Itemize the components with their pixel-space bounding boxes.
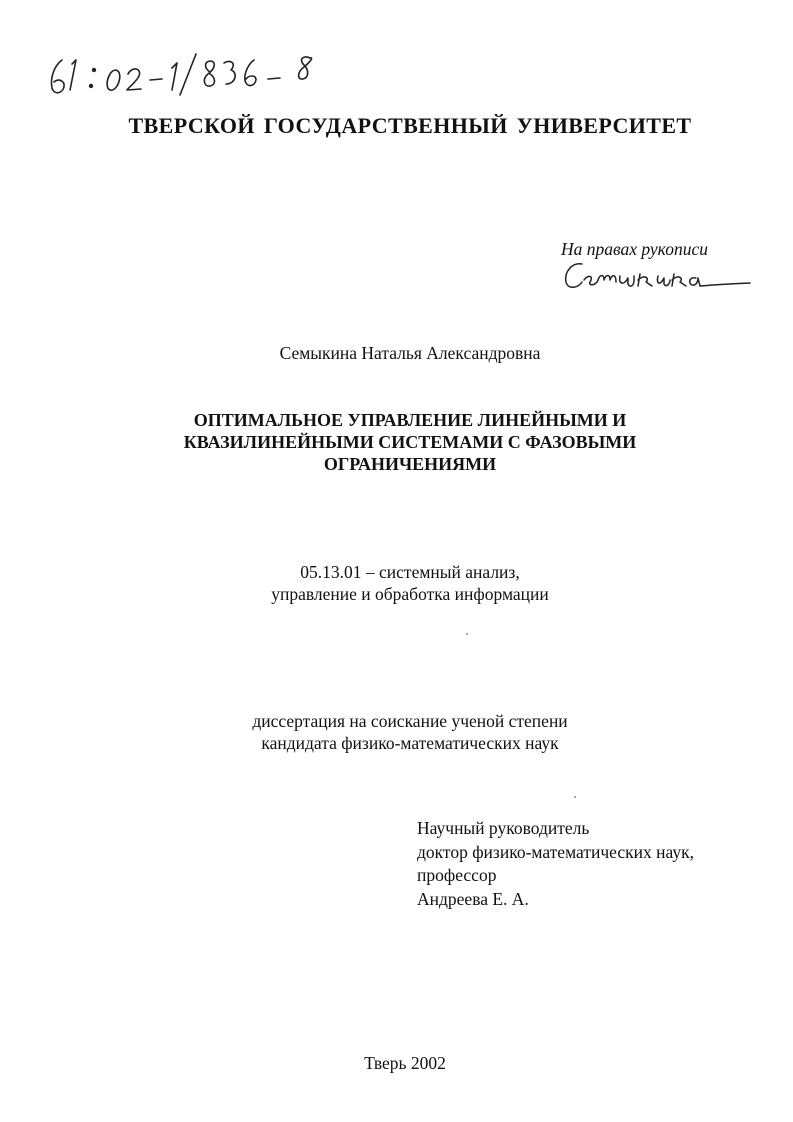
supervisor-line: доктор физико-математических наук, [417,841,694,862]
supervisor-line: профессор [417,865,497,885]
title-line: КВАЗИЛИНЕЙНЫМИ СИСТЕМАМИ С ФАЗОВЫМИ [183,432,637,452]
degree-line: диссертация на соискание ученой степени [252,711,568,731]
specialty-line: 05.13.01 – системный анализ, [300,562,520,582]
title-line: ОГРАНИЧЕНИЯМИ [323,454,497,474]
author-name: Семыкина Наталья Александровна [279,343,541,363]
scan-speck [574,796,576,798]
degree-line: кандидата физико-математических наук [261,733,559,753]
university-name: ТВЕРСКОЙ ГОСУДАРСТВЕННЫЙ УНИВЕРСИТЕТ [128,113,692,138]
specialty-line: управление и обработка информации [271,584,549,604]
dissertation-title [0,409,793,475]
handwritten-archive-number [46,48,346,98]
author-signature [562,258,752,294]
manuscript-rights-label: На правах рукописи [561,239,708,259]
scientific-supervisor [417,817,694,911]
city-and-year: Тверь 2002 [364,1053,446,1073]
supervisor-line: Научный руководитель [417,818,590,838]
degree-statement [0,710,793,754]
specialty-code [0,561,793,605]
title-line: ОПТИМАЛЬНОЕ УПРАВЛЕНИЕ ЛИНЕЙНЫМИ И [193,410,627,430]
supervisor-line: Андреева Е. А. [417,888,529,909]
scan-speck [466,633,468,635]
